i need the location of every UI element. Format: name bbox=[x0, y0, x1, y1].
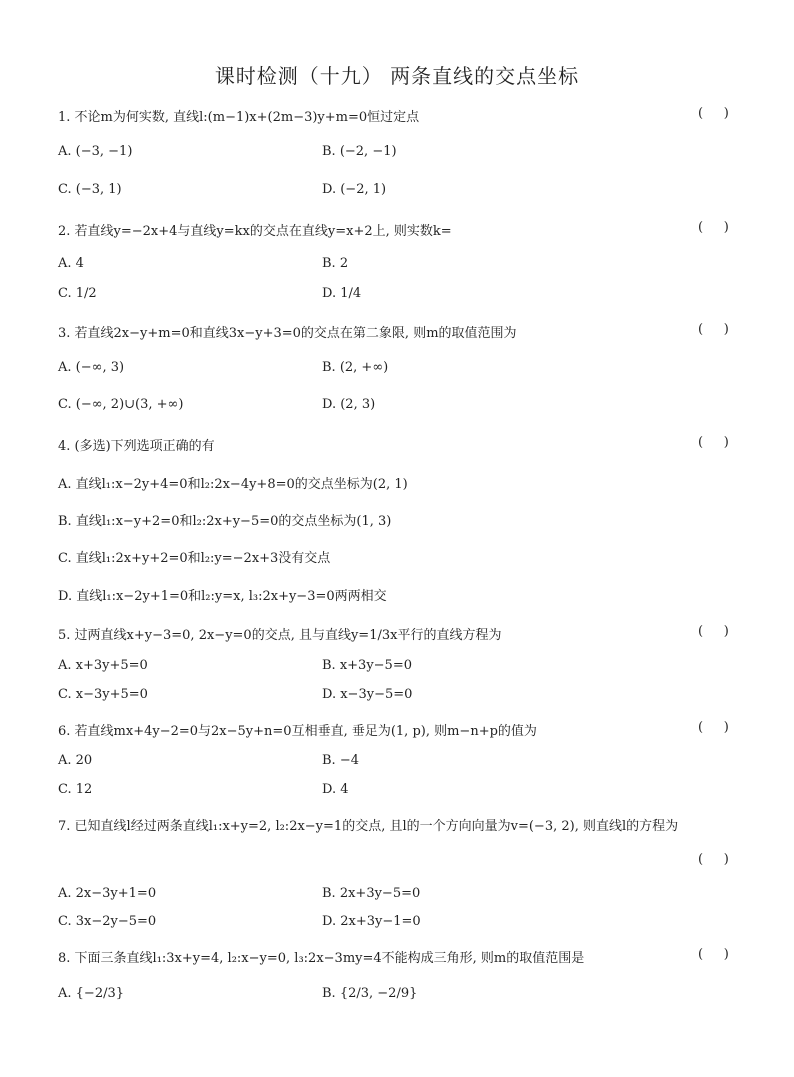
q5-option-b: B. x+3y−5=0 bbox=[322, 658, 412, 673]
answer-bracket-7: ( ) bbox=[698, 852, 729, 867]
q5-option-a: A. x+3y+5=0 bbox=[58, 658, 148, 673]
question-6-stem: 6. 若直线mx+4y−2=0与2x−5y+n=0互相垂直, 垂足为(1, p), 则m−n+p的值为 bbox=[58, 724, 537, 739]
q4-option-a: A. 直线l₁:x−2y+4=0和l₂:2x−4y+8=0的交点坐标为(2, 1) bbox=[58, 477, 408, 492]
q6-option-b: B. −4 bbox=[322, 753, 359, 768]
q2-option-a: A. 4 bbox=[58, 256, 84, 271]
q4-option-c: C. 直线l₁:2x+y+2=0和l₂:y=−2x+3没有交点 bbox=[58, 551, 331, 566]
page-title: 课时检测（十九） 两条直线的交点坐标 bbox=[214, 64, 580, 88]
question-7-stem: 7. 已知直线l经过两条直线l₁:x+y=2, l₂:2x−y=1的交点, 且l的一个方向向量为v=(−3, 2), 则直线l的方程为 bbox=[58, 819, 679, 834]
question-3-stem: 3. 若直线2x−y+m=0和直线3x−y+3=0的交点在第二象限, 则m的取值范围为 bbox=[58, 326, 517, 341]
q3-option-b: B. (2, +∞) bbox=[322, 360, 389, 375]
q1-option-d: D. (−2, 1) bbox=[322, 182, 387, 197]
q2-option-b: B. 2 bbox=[322, 256, 349, 271]
q3-option-a: A. (−∞, 3) bbox=[58, 360, 125, 375]
q1-option-a: A. (−3, −1) bbox=[58, 144, 133, 159]
question-8-stem: 8. 下面三条直线l₁:3x+y=4, l₂:x−y=0, l₃:2x−3my=4不能构成三角形, 则m的取值范围是 bbox=[58, 951, 585, 966]
answer-bracket-3: ( ) bbox=[698, 322, 729, 337]
question-2-stem: 2. 若直线y=−2x+4与直线y=kx的交点在直线y=x+2上, 则实数k= bbox=[58, 224, 452, 239]
question-4-stem: 4. (多选)下列选项正确的有 bbox=[58, 439, 215, 454]
answer-bracket-2: ( ) bbox=[698, 220, 729, 235]
q7-option-d: D. 2x+3y−1=0 bbox=[322, 914, 421, 929]
q8-option-a: A. {−2/3} bbox=[58, 986, 125, 1001]
q7-option-a: A. 2x−3y+1=0 bbox=[58, 886, 157, 901]
q4-option-d: D. 直线l₁:x−2y+1=0和l₂:y=x, l₃:2x+y−3=0两两相交 bbox=[58, 589, 387, 604]
q6-option-c: C. 12 bbox=[58, 782, 93, 797]
q5-option-d: D. x−3y−5=0 bbox=[322, 687, 413, 702]
answer-bracket-8: ( ) bbox=[698, 947, 729, 962]
q8-option-b: B. {2/3, −2/9} bbox=[322, 986, 418, 1001]
q7-option-b: B. 2x+3y−5=0 bbox=[322, 886, 421, 901]
answer-bracket-1: ( ) bbox=[698, 106, 729, 121]
q3-option-c: C. (−∞, 2)∪(3, +∞) bbox=[58, 397, 184, 412]
q2-option-c: C. 1/2 bbox=[58, 286, 97, 301]
q7-option-c: C. 3x−2y−5=0 bbox=[58, 914, 157, 929]
answer-bracket-5: ( ) bbox=[698, 624, 729, 639]
q1-option-c: C. (−3, 1) bbox=[58, 182, 122, 197]
q5-option-c: C. x−3y+5=0 bbox=[58, 687, 148, 702]
q6-option-a: A. 20 bbox=[58, 753, 93, 768]
q4-option-b: B. 直线l₁:x−y+2=0和l₂:2x+y−5=0的交点坐标为(1, 3) bbox=[58, 514, 392, 529]
q6-option-d: D. 4 bbox=[322, 782, 349, 797]
question-5-stem: 5. 过两直线x+y−3=0, 2x−y=0的交点, 且与直线y=1/3x平行的直线方程为 bbox=[58, 628, 502, 643]
q2-option-d: D. 1/4 bbox=[322, 286, 362, 301]
answer-bracket-4: ( ) bbox=[698, 435, 729, 450]
q1-option-b: B. (−2, −1) bbox=[322, 144, 397, 159]
answer-bracket-6: ( ) bbox=[698, 720, 729, 735]
question-1-stem: 1. 不论m为何实数, 直线l:(m−1)x+(2m−3)y+m=0恒过定点 bbox=[58, 110, 420, 125]
q3-option-d: D. (2, 3) bbox=[322, 397, 376, 412]
